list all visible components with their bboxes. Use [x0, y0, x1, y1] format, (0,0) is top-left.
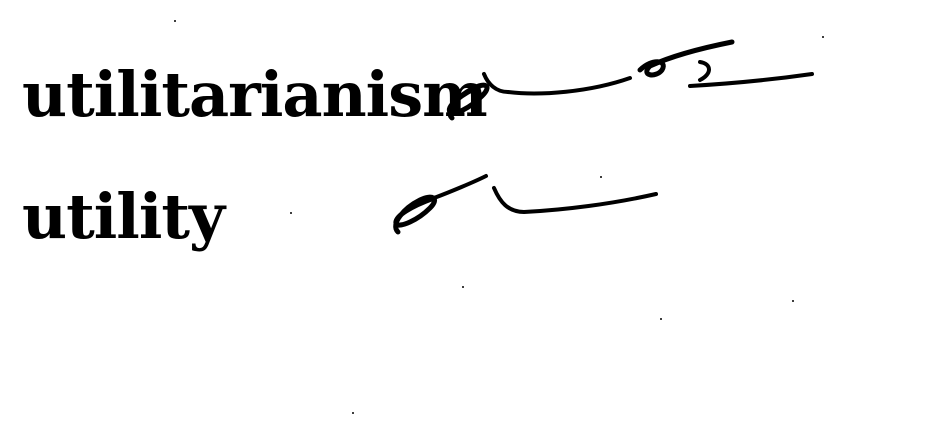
shorthand-outline-utility: [396, 176, 656, 232]
scan-speck: [352, 412, 354, 414]
entry-word-utility: utility: [22, 180, 225, 253]
scan-speck: [174, 20, 176, 22]
scan-speck: [290, 212, 292, 214]
scan-speck: [792, 300, 794, 302]
entry-word-utilitarianism: utilitarianism: [22, 58, 487, 131]
scan-speck: [660, 318, 662, 320]
scan-speck: [600, 176, 602, 178]
scan-speck: [462, 286, 464, 288]
shorthand-outline-utilitarianism: [449, 42, 812, 118]
scan-speck: [822, 36, 824, 38]
